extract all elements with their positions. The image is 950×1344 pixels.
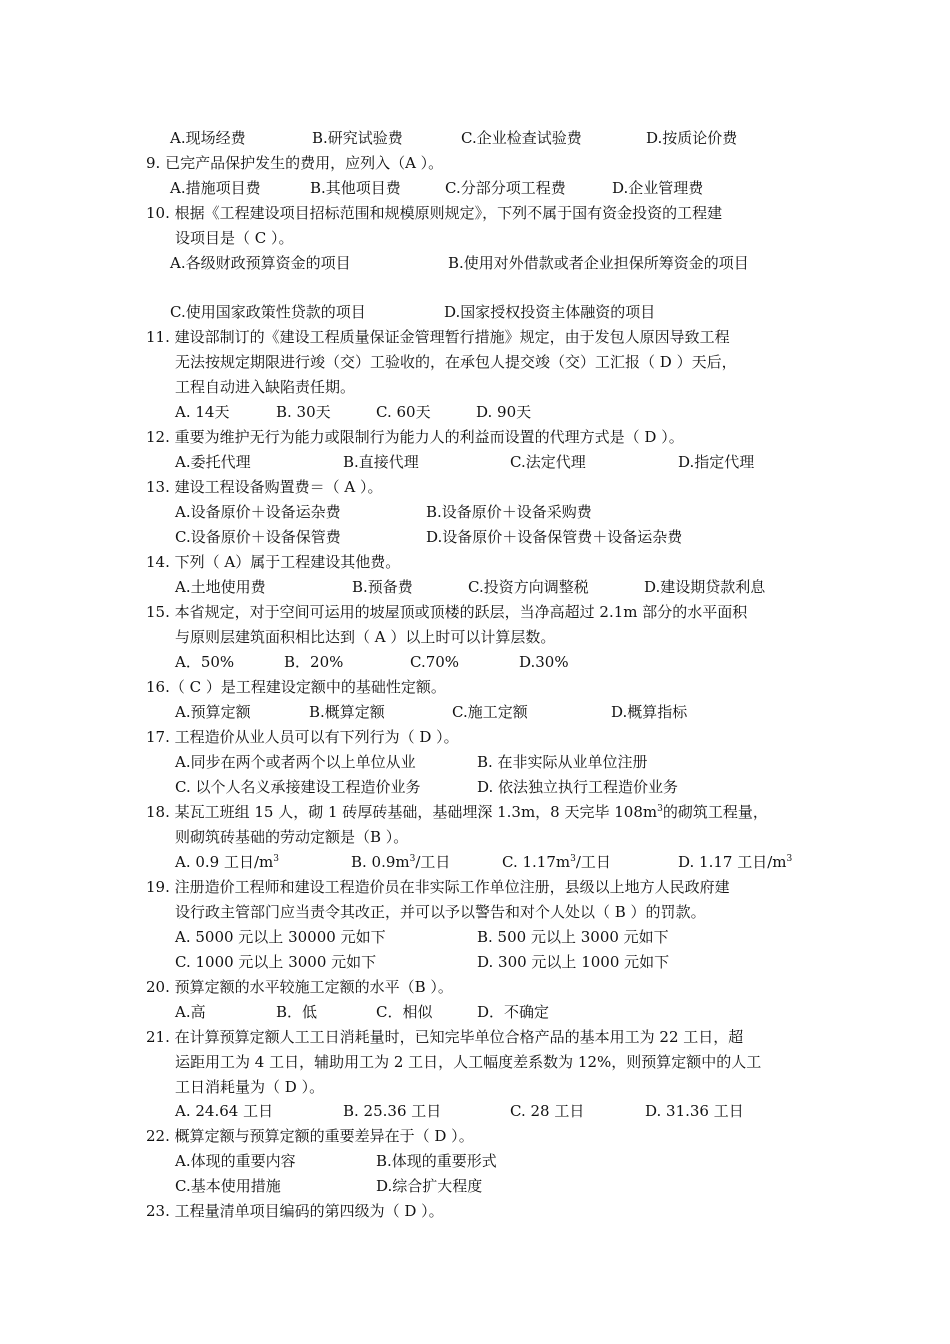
- q10-options-row2: [170, 302, 820, 322]
- q21-option-a: A. 24.64 工日: [175, 1102, 274, 1120]
- q12-options: [175, 452, 815, 472]
- q18-option-b-text: B. 0.9m: [351, 853, 410, 871]
- q18-option-c-text: C. 1.17m: [502, 853, 571, 871]
- q16-question: 16.（ C ）是工程建设定额中的基础性定额。: [146, 678, 446, 696]
- q18-line1-text: 18. 某瓦工班组 15 人，砌 1 砖厚砖基础，基础埋深 1.3m，8 天完毕 108m: [146, 803, 658, 821]
- q17-option-a: A.同步在两个或者两个以上单位从业: [175, 753, 416, 771]
- q11-question-line2: 无法按规定期限进行竣（交）工验收的，在承包人提交竣（交）工汇报（ D ）天后，: [175, 353, 737, 371]
- q18-option-c-tail: /工日: [575, 853, 611, 871]
- q22-option-b: B.体现的重要形式: [376, 1152, 497, 1170]
- q15-question-line2: 与原则层建筑面积相比达到（ A ）以上时可以计算层数。: [175, 628, 556, 646]
- q20-question: 20. 预算定额的水平较施工定额的水平（B ）。: [146, 978, 453, 996]
- q18-option-a-text: A. 0.9 工日/m: [175, 853, 274, 871]
- q17-options-row1: [175, 752, 815, 772]
- q8-options: [170, 128, 810, 148]
- q11-question-line1: 11. 建设部制订的《建设工程质量保证金管理暂行措施》规定，由于发包人原因导致工程: [146, 328, 730, 346]
- q10-option-a: A.各级财政预算资金的项目: [170, 254, 351, 272]
- q8-option-a: A.现场经费: [170, 129, 246, 147]
- q18-option-d-sup: 3: [786, 854, 793, 864]
- q19-option-c: C. 1000 元以上 3000 元如下: [175, 953, 377, 971]
- q11-option-d: D. 90天: [476, 403, 532, 421]
- q10-question-line1: 10. 根据《工程建设项目招标范围和规模原则规定》，下列不属于国有资金投资的工程建: [146, 204, 723, 222]
- q17-options-row2: [175, 777, 815, 797]
- q18-line1-superscript: 3: [657, 804, 663, 814]
- q18-option-b-sup: 3: [409, 854, 416, 864]
- q20-options: [175, 1002, 775, 1022]
- q9-option-d: D.企业管理费: [612, 179, 704, 197]
- q22-options-row2: [175, 1176, 815, 1196]
- q22-option-d: D.综合扩大程度: [376, 1177, 483, 1195]
- q18-options: [175, 852, 815, 872]
- q18-option-c: [502, 852, 611, 872]
- q23-question: 23. 工程量清单项目编码的第四级为（ D ）。: [146, 1202, 444, 1220]
- q11-question-line3: 工程自动进入缺陷责任期。: [175, 378, 356, 396]
- q15-option-c: C.70%: [410, 653, 460, 671]
- q18-option-a-sup: 3: [273, 854, 280, 864]
- q10-question-line2: 设项目是（ C ）。: [175, 229, 294, 247]
- q8-option-d: D.按质论价费: [646, 129, 738, 147]
- q14-options: [175, 577, 815, 597]
- q13-option-d: D.设备原价＋设备保管费＋设备运杂费: [426, 528, 683, 546]
- q18-option-b: [351, 852, 450, 872]
- q11-option-b: B. 30天: [276, 403, 331, 421]
- q15-options: [175, 652, 775, 672]
- q13-options-row1: [175, 502, 815, 522]
- q19-option-d: D. 300 元以上 1000 元如下: [477, 953, 670, 971]
- q18-option-b-tail: /工日: [415, 853, 451, 871]
- q21-question-line3: 工日消耗量为（ D ）。: [175, 1078, 325, 1096]
- q14-option-c: C.投资方向调整税: [468, 578, 589, 596]
- q19-options-row2: [175, 952, 815, 972]
- q10-option-b: B.使用对外借款或者企业担保所筹资金的项目: [448, 254, 749, 272]
- q20-option-b: B．低: [276, 1003, 318, 1021]
- q16-option-a: A.预算定额: [175, 703, 251, 721]
- q11-option-c: C. 60天: [376, 403, 431, 421]
- q12-option-b: B.直接代理: [343, 453, 419, 471]
- q14-question: 14. 下列（ A）属于工程建设其他费。: [146, 553, 401, 571]
- q13-options-row2: [175, 527, 815, 547]
- q8-option-c: C.企业检查试验费: [461, 129, 582, 147]
- q16-options: [175, 702, 815, 722]
- q13-option-b: B.设备原价＋设备采购费: [426, 503, 592, 521]
- q8-option-b: B.研究试验费: [312, 129, 403, 147]
- q20-option-a: A.高: [175, 1003, 206, 1021]
- q16-option-b: B.概算定额: [309, 703, 385, 721]
- q19-option-b: B. 500 元以上 3000 元如下: [477, 928, 669, 946]
- q17-option-b: B. 在非实际从业单位注册: [477, 753, 648, 771]
- q21-question-line2: 运距用工为 4 工日，辅助用工为 2 工日，人工幅度差系数为 12%，则预算定额中的人工: [175, 1053, 762, 1071]
- q12-option-a: A.委托代理: [175, 453, 251, 471]
- q10-option-d: D.国家授权投资主体融资的项目: [444, 303, 656, 321]
- q17-question: 17. 工程造价从业人员可以有下列行为（ D ）。: [146, 728, 459, 746]
- q21-option-c: C. 28 工日: [510, 1102, 585, 1120]
- q16-option-d: D.概算指标: [611, 703, 688, 721]
- q18-option-a: [175, 852, 279, 872]
- q18-line1-tail: 的砌筑工程量，: [662, 803, 768, 821]
- q17-option-d: D. 依法独立执行工程造价业务: [477, 778, 679, 796]
- q22-question: 22. 概算定额与预算定额的重要差异在于（ D ）。: [146, 1127, 474, 1145]
- q18-option-d-text: D. 1.17 工日/m: [678, 853, 787, 871]
- q21-options: [175, 1101, 815, 1121]
- q20-option-d: D．不确定: [477, 1003, 550, 1021]
- q11-option-a: A. 14天: [175, 403, 230, 421]
- q12-option-c: C.法定代理: [510, 453, 586, 471]
- q19-option-a: A. 5000 元以上 30000 元如下: [175, 928, 386, 946]
- q15-option-b: B．20%: [284, 653, 344, 671]
- q18-option-d: [678, 852, 792, 872]
- q9-option-a: A.措施项目费: [170, 179, 261, 197]
- q9-option-b: B.其他项目费: [310, 179, 401, 197]
- q14-option-b: B.预备费: [352, 578, 413, 596]
- q12-option-d: D.指定代理: [678, 453, 755, 471]
- q17-option-c: C. 以个人名义承接建设工程造价业务: [175, 778, 421, 796]
- q19-question-line2: 设行政主管部门应当责令其改正，并可以予以警告和对个人处以（ B ）的罚款。: [175, 903, 706, 921]
- q21-option-d: D. 31.36 工日: [645, 1102, 744, 1120]
- q13-option-c: C.设备原价＋设备保管费: [175, 528, 341, 546]
- q13-option-a: A.设备原价＋设备运杂费: [175, 503, 341, 521]
- q21-option-b: B. 25.36 工日: [343, 1102, 442, 1120]
- q9-option-c: C.分部分项工程费: [445, 179, 566, 197]
- q10-option-c: C.使用国家政策性贷款的项目: [170, 303, 366, 321]
- q16-option-c: C.施工定额: [452, 703, 528, 721]
- q11-options: [175, 402, 775, 422]
- q15-option-a: A．50%: [175, 653, 235, 671]
- q18-option-c-sup: 3: [570, 854, 576, 864]
- q10-options-row1: [170, 253, 820, 273]
- q22-option-a: A.体现的重要内容: [175, 1152, 296, 1170]
- q15-option-d: D.30%: [519, 653, 569, 671]
- q15-question-line1: 15. 本省规定，对于空间可运用的坡屋顶或顶楼的跃层，当净高超过 2.1m 部分的水平面积: [146, 603, 748, 621]
- q18-question-line2: 则砌筑砖基础的劳动定额是（B ）。: [175, 828, 409, 846]
- q18-question-line1: [146, 802, 768, 822]
- q19-options-row1: [175, 927, 815, 947]
- q19-question-line1: 19. 注册造价工程师和建设工程造价员在非实际工作单位注册，县级以上地方人民政府建: [146, 878, 730, 896]
- q21-question-line1: 21. 在计算预算定额人工工日消耗量时，已知完毕单位合格产品的基本用工为 22 工日，超: [146, 1028, 744, 1046]
- q14-option-d: D.建设期贷款利息: [644, 578, 766, 596]
- q9-question: 9. 已完产品保护发生的费用，应列入（A ）。: [146, 154, 444, 172]
- q9-options: [170, 178, 810, 198]
- q20-option-c: C．相似: [376, 1003, 433, 1021]
- q22-option-c: C.基本使用措施: [175, 1177, 281, 1195]
- q22-options-row1: [175, 1151, 815, 1171]
- q14-option-a: A.土地使用费: [175, 578, 266, 596]
- q12-question: 12. 重要为维护无行为能力或限制行为能力人的利益而设置的代理方式是（ D ）。: [146, 428, 684, 446]
- q13-question: 13. 建设工程设备购置费＝（ A ）。: [146, 478, 383, 496]
